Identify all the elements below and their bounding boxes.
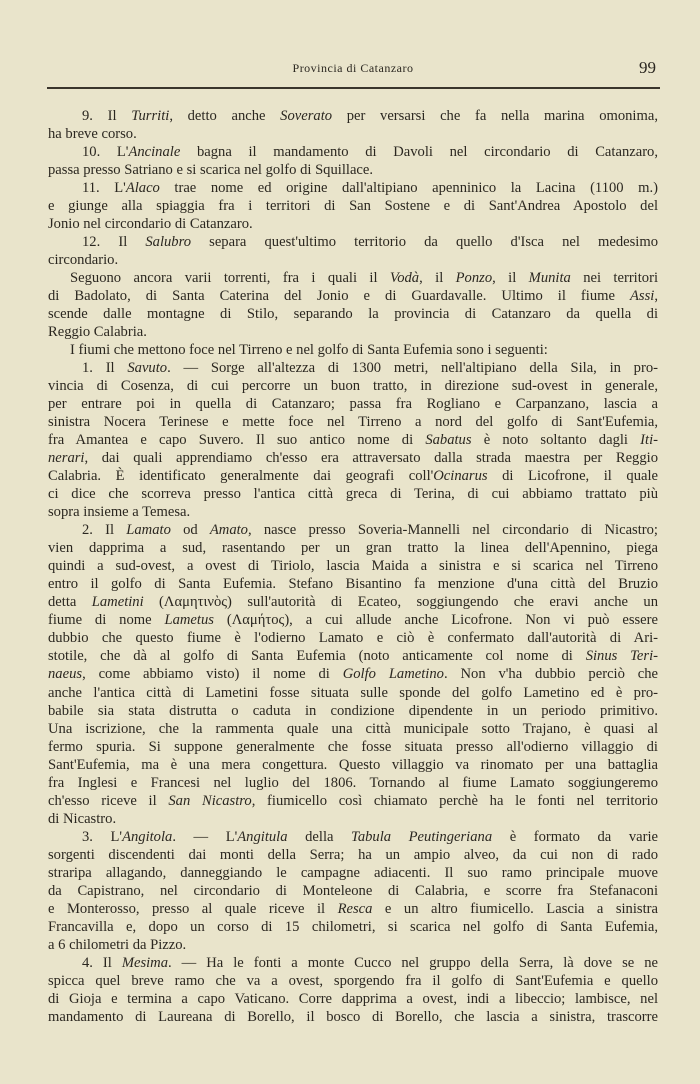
- text-run: ch'esso riceve il: [48, 792, 169, 809]
- text-run: per versarsi che fa nella marina omonima,: [332, 108, 658, 124]
- text-run: 3. L': [82, 828, 123, 845]
- text-line: [48, 647, 658, 665]
- text-run: bagna il mandamento di Davoli nel circondario di Catanzaro,: [180, 144, 658, 161]
- text-line: [48, 900, 658, 918]
- text-run: quindi a sud-ovest, a ovest di Tiriolo, lascia Maida a sinistra e si scarica nel Tirreno: [48, 558, 658, 575]
- text-line: [48, 611, 658, 629]
- text-run: ,: [654, 288, 658, 305]
- italic-term: Ocinarus: [433, 468, 488, 485]
- italic-term: Angitula: [237, 828, 288, 845]
- italic-term: naeus: [48, 666, 83, 683]
- text-run: è formato da varie: [492, 828, 658, 845]
- text-line: [48, 467, 658, 485]
- text-run: . Non v'ha dubbio perciò che: [443, 666, 658, 683]
- text-run: Reggio Calabria.: [48, 324, 147, 341]
- text-run: fra Amantea e capo Suvero. Il suo antico nome di: [48, 432, 426, 449]
- body-text: [48, 107, 658, 1026]
- text-run: fra Inglesi e Francesi nel luglio del 1806. Tornando al fiume Lamato soggiungeremo: [48, 774, 658, 791]
- text-run: , il: [492, 270, 529, 287]
- text-run: , come abbiamo visto) il nome di: [82, 666, 343, 683]
- text-run: entro il golfo di Santa Eufemia. Stefano Bisantino fa menzione d'una città del Bruzio: [48, 576, 658, 593]
- text-run: anche l'antica città di Lametini fosse situata sulle sponde del golfo Lametino ed è pro-: [48, 684, 658, 701]
- text-line: [48, 539, 658, 557]
- text-line: [48, 431, 658, 449]
- text-run: Sant'Eufemia, ma è una mera congettura. Questo villaggio va rinomato per una battaglia: [48, 756, 658, 773]
- text-line: [48, 251, 658, 269]
- text-line: [48, 359, 658, 377]
- header-rule: [47, 87, 660, 89]
- text-run: , fiumicello così chiamato perchè ha le fonti nel territorio: [251, 792, 658, 809]
- text-line: [48, 449, 658, 467]
- text-line: [48, 215, 658, 233]
- text-run: scende dalle montagne di Stilo, separando la provincia di Catanzaro da quella di: [48, 306, 658, 323]
- text-run: 4. Il: [82, 954, 122, 971]
- text-run: 2. Il: [82, 522, 127, 539]
- italic-term: Lamato: [126, 522, 171, 539]
- text-line: [48, 702, 658, 720]
- text-line: [48, 720, 658, 738]
- text-line: [48, 810, 658, 828]
- text-line: [48, 846, 658, 864]
- text-run: di Gioja e termina a capo Vaticano. Corre dapprima a ovest, indi a libeccio; lambisce, nel: [48, 990, 658, 1007]
- running-head: [48, 58, 658, 78]
- text-run: Calabria. È identificato generalmente dai geografi coll': [48, 468, 434, 485]
- text-line: [48, 828, 658, 846]
- text-run: . — Sorge all'altezza di 1300 metri, nell'altipiano della Sila, in pro-: [167, 360, 658, 377]
- italic-term: Angitola: [122, 828, 173, 845]
- text-run: sinistra Nocera Terinese e mette foce nel Tirreno a nord del golfo di Sant'Eufemia,: [48, 414, 658, 431]
- text-line: [48, 413, 658, 431]
- text-run: di Licofrone, il quale: [487, 468, 658, 485]
- italic-term: Tabula Peutingeriana: [351, 828, 493, 845]
- text-line: [48, 521, 658, 539]
- text-line: [48, 936, 658, 954]
- text-run: 1. Il: [82, 360, 128, 377]
- text-run: fermo spuria. Si suppone generalmente che fosse situata presso all'odierno villaggio di: [48, 738, 658, 755]
- text-line: [48, 305, 658, 323]
- text-run: a 6 chilometri da Pizzo.: [48, 936, 187, 953]
- italic-term: Lametus: [164, 612, 214, 629]
- text-line: [48, 161, 658, 179]
- text-line: [48, 756, 658, 774]
- text-line: [48, 323, 658, 341]
- italic-term: Resca: [337, 900, 373, 917]
- text-run: straripa allagando, danneggiando le campagne adiacenti. Il suo ramo principale muove: [48, 864, 658, 881]
- text-run: e Monterosso, presso al quale riceve il: [48, 900, 338, 917]
- italic-term: Assi: [630, 288, 655, 305]
- italic-term: Soverato: [280, 108, 333, 124]
- text-run: da Capistrano, nel circondario di Monteleone di Calabria, e scorre fra Stefanaconi: [48, 882, 658, 899]
- text-line: [48, 557, 658, 575]
- text-line: [48, 882, 658, 900]
- text-line: [48, 485, 658, 503]
- text-run: I fiumi che mettono foce nel Tirreno e nel golfo di Santa Eufemia sono i seguenti:: [70, 342, 548, 359]
- italic-term: Vodà: [389, 270, 420, 287]
- text-line: [48, 287, 658, 305]
- italic-term: Sinus Teri-: [585, 648, 658, 665]
- italic-term: Turriti: [131, 108, 170, 124]
- italic-term: San Nicastro: [168, 792, 252, 809]
- italic-term: Golfo Lametino: [342, 666, 444, 683]
- text-line: [48, 918, 658, 936]
- text-run: per entrare poi in quella di Catanzaro; passa fra Rogliano e Carpanzano, lascia a: [48, 396, 658, 413]
- text-run: vincia di Cosenza, di cui percorre un buon tratto, in direzione sud-ovest in generale,: [48, 378, 658, 395]
- text-line: [48, 575, 658, 593]
- text-run: dubbio che questo fiume è l'odierno Lamato e ciò è confermato dall'autorità di Ari-: [48, 630, 658, 647]
- italic-term: nerari: [48, 450, 85, 467]
- text-line: [48, 341, 658, 359]
- text-run: , detto anche: [169, 108, 281, 124]
- text-run: stotile, che dà al golfo di Santa Eufemia (noto anticamente col nome di: [48, 648, 586, 665]
- text-run: nei territori: [570, 270, 658, 287]
- text-line: [48, 377, 658, 395]
- text-run: ci dice che scorreva presso l'antica città greca di Terina, di cui abbiamo trattato più: [48, 486, 658, 503]
- italic-term: Sabatus: [425, 432, 472, 449]
- text-run: spicca quel breve ramo che va a ovest, sporgendo fra il golfo di Sant'Eufemia e quello: [48, 972, 658, 989]
- text-run: , nasce presso Soveria-Mannelli nel circondario di Nicastro;: [247, 522, 658, 539]
- text-line: [48, 864, 658, 882]
- text-line: [48, 179, 658, 197]
- text-run: passa presso Satriano e si scarica nel golfo di Squillace.: [48, 162, 374, 179]
- text-run: di Badolato, di Santa Caterina del Jonio e di Guardavalle. Ultimo il fiume: [48, 288, 631, 305]
- text-run: 9. Il: [82, 108, 132, 124]
- text-line: [48, 665, 658, 683]
- italic-term: Savuto: [127, 360, 168, 377]
- text-run: . — L': [172, 828, 238, 845]
- text-run: sorgenti discendenti dai monti della Serra; ha un ampio alveo, da cui non di rado: [48, 846, 658, 863]
- text-run: è noto soltanto dagli: [471, 432, 641, 449]
- text-run: ha breve corso.: [48, 126, 137, 143]
- text-line: [48, 954, 658, 972]
- text-line: [48, 143, 658, 161]
- italic-term: Amato: [209, 522, 248, 539]
- text-run: fiume di nome: [48, 612, 165, 629]
- text-run: (Λαμήτος), a cui allude anche Licofrone. Non vi può essere: [213, 612, 658, 629]
- italic-term: Mesima: [121, 954, 169, 971]
- text-run: vien dapprima a sud, rasentando per un gran tratto la linea dell'Apennino, piega: [48, 540, 658, 557]
- text-line: [48, 503, 658, 521]
- text-line: [48, 197, 658, 215]
- text-line: [48, 972, 658, 990]
- text-run: Jonio nel circondario di Catanzaro.: [48, 216, 253, 233]
- text-run: detta: [48, 594, 92, 611]
- text-run: circondario.: [48, 252, 119, 269]
- text-run: . — Ha le fonti a monte Cucco nel gruppo della Serra, là dove se ne: [168, 954, 658, 971]
- text-run: babile sia stata distrutta o caduta in condizione dipendente in un periodo primitivo.: [48, 702, 658, 719]
- text-line: [48, 1008, 658, 1026]
- italic-term: Iti-: [640, 432, 658, 449]
- running-head-title: Provincia di Catanzaro: [292, 61, 414, 75]
- text-run: sopra insieme a Temesa.: [48, 504, 191, 521]
- text-line: [48, 395, 658, 413]
- text-run: (Λαμητινὸς) sull'autorità di Ecateo, soggiungendo che eravi anche un: [143, 594, 658, 611]
- text-run: , dai quali apprendiamo ch'esso era attraversato dalla strada maestra per Reggio: [84, 450, 658, 467]
- italic-term: Lametini: [91, 594, 144, 611]
- italic-term: Munita: [528, 270, 571, 287]
- text-run: e giunge alla spiaggia fra i territori di San Sostene e di Sant'Andrea Apostolo del: [48, 198, 658, 215]
- page-number: 99: [639, 58, 656, 77]
- text-line: [48, 233, 658, 251]
- text-run: di Nicastro.: [48, 810, 117, 827]
- text-line: [48, 774, 658, 792]
- text-run: Francavilla e, dopo un corso di 15 chilometri, si scarica nel golfo di Santa Eufemia,: [48, 918, 658, 935]
- text-line: [48, 629, 658, 647]
- text-line: [48, 792, 658, 810]
- text-line: [48, 738, 658, 756]
- text-line: [48, 269, 658, 287]
- text-line: [48, 593, 658, 611]
- text-run: trae nome ed origine dall'altipiano apenninico la Lacina (1100 m.): [159, 180, 658, 197]
- italic-term: Salubro: [145, 234, 192, 251]
- text-run: della: [287, 828, 352, 845]
- text-run: 12. Il: [82, 234, 146, 251]
- text-run: mandamento di Laureana di Borello, il bosco di Borello, che lascia a sinistra, trascorre: [48, 1008, 658, 1025]
- text-run: , il: [419, 270, 456, 287]
- text-line: [48, 107, 658, 125]
- text-run: e un altro fiumicello. Lascia a sinistra: [372, 900, 658, 917]
- text-run: 11. L': [82, 180, 126, 197]
- text-run: od: [170, 522, 210, 539]
- text-line: [48, 125, 658, 143]
- italic-term: Ponzo: [455, 270, 493, 287]
- italic-term: Ancinale: [128, 144, 181, 161]
- text-line: [48, 990, 658, 1008]
- text-run: 10. L': [82, 144, 129, 161]
- text-run: Una iscrizione, che la rammenta quale una città municipale sotto Trajano, è quasi al: [48, 720, 658, 737]
- italic-term: Alaco: [125, 180, 160, 197]
- text-run: separa quest'ultimo territorio da quello d'Isca nel medesimo: [191, 234, 658, 251]
- text-run: Seguono ancora varii torrenti, fra i quali il: [70, 270, 390, 287]
- text-line: [48, 684, 658, 702]
